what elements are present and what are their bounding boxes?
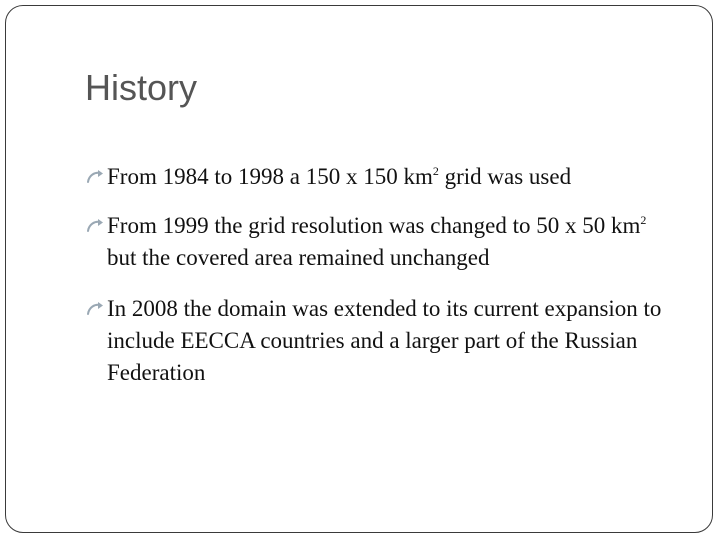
list-item — [86, 293, 666, 389]
list-item — [86, 161, 666, 193]
bullet-text: In 2008 the domain was extended to its current expansion to include EECCA countries and a larger part of the Russian Federation — [107, 296, 662, 385]
curved-arrow-bullet-icon — [86, 218, 106, 234]
curved-arrow-bullet-icon — [86, 301, 106, 317]
curved-arrow-bullet-icon — [86, 169, 106, 185]
bullet-list — [86, 161, 666, 406]
slide-frame — [5, 5, 713, 533]
slide-title: History — [85, 67, 198, 108]
list-item — [86, 210, 666, 274]
bullet-text: From 1999 the grid resolution was changed to 50 x 50 $km^2$ but the covered area remained unchanged — [107, 213, 647, 270]
bullet-text: From 1984 to 1998 a 150 x 150 $km^2$ grid was used — [107, 164, 572, 189]
